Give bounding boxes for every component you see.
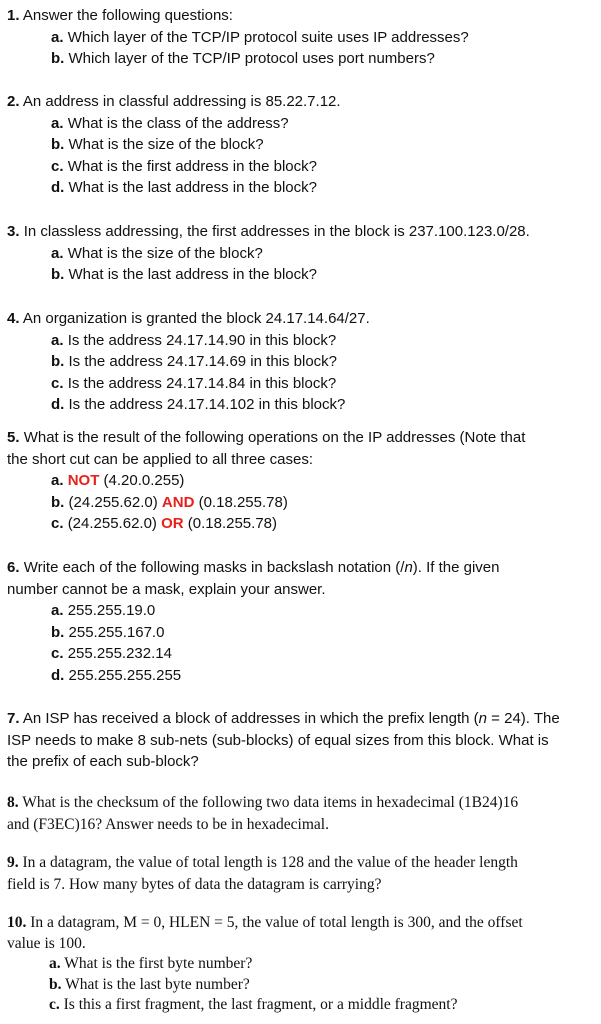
question-text: Answer the following questions: [22, 7, 233, 24]
question-number: 8. [7, 794, 19, 811]
question-3 [7, 221, 595, 286]
question-4 [7, 308, 595, 416]
operator-not: NOT [67, 472, 100, 489]
question-text-cont: number cannot be a mask, explain your answer. [7, 580, 326, 598]
sub-item: c. What is the first address in the block? [51, 157, 317, 175]
question-8: 8. What is the checksum of the following two data items in hexadecimal (1B24)16 and (F3EC)16? Answer needs to be in hexadecimal. [7, 792, 595, 835]
sub-item: a. What is the size of the block? [51, 244, 263, 262]
question-10: 10. In a datagram, M = 0, HLEN = 5, the value of total length is 300, and the offset value is 100. a. What is the first byte number? b. What is the last byte number? c. Is this a first fragment, the last fragment, or a middle fragment? [7, 913, 595, 1016]
question-6: 6. Write each of the following masks in backslash notation (/n). If the given number cannot be a mask, explain your answer. a. 255.255.19.0 b. 255.255.167.0 c. 255.255.232.14 d. 255.255.255.255 [7, 557, 595, 686]
sub-item: a. Is the address 24.17.14.90 in this block? [51, 331, 337, 349]
sub-item: a. What is the first byte number? [49, 955, 253, 972]
sub-item: d. Is the address 24.17.14.102 in this block? [51, 396, 346, 413]
question-text-cont: ISP needs to make 8 sub-nets (sub-blocks) of equal sizes from this block. What is [7, 731, 549, 749]
sub-item: b. What is the last byte number? [49, 975, 250, 993]
question-text-cont: the prefix of each sub-block? [7, 753, 199, 770]
question-text: An address in classful addressing is 85.22.7.12. [22, 93, 341, 110]
question-9: 9. In a datagram, the value of total length is 128 and the value of the header length field is 7. How many bytes of data the datagram is carrying? [7, 852, 595, 895]
operator-or: OR [161, 515, 184, 532]
sub-item: c. 255.255.232.14 [51, 645, 172, 662]
question-1 [7, 5, 595, 70]
question-number: 1. [7, 7, 20, 24]
operator-and: AND [161, 493, 195, 511]
question-text: What is the result of the following operations on the IP addresses (Note that [23, 429, 526, 446]
sub-item: c. (24.255.62.0) OR (0.18.255.78) [51, 515, 277, 532]
sub-item: b. Is the address 24.17.14.69 in this block? [51, 353, 338, 370]
question-7: 7. An ISP has received a block of addresses in which the prefix length (n = 24). The ISP needs to make 8 sub-nets (sub-blocks) of equal sizes from this block. What is the prefix of each sub-block? [7, 708, 595, 773]
sub-item: b. 255.255.167.0 [51, 623, 165, 641]
question-number: 9. [7, 854, 19, 871]
question-2 [7, 91, 595, 199]
question-text-cont: the short cut can be applied to all three cases: [7, 450, 314, 468]
question-number: 2. [7, 93, 20, 110]
question-number: 3. [7, 223, 20, 240]
question-5 [7, 427, 595, 535]
question-number: 5. [7, 429, 20, 446]
question-text: In classless addressing, the first addresses in the block is 237.100.123.0/28. [23, 223, 530, 240]
question-number: 6. [7, 559, 20, 576]
question-number: 10. [7, 914, 27, 931]
question-text-cont: value is 100. [7, 934, 86, 952]
sub-item: d. What is the last address in the block? [51, 179, 317, 196]
sub-item: c. Is the address 24.17.14.84 in this block? [51, 374, 337, 392]
question-number: 4. [7, 310, 20, 327]
sub-item: b. What is the last address in the block? [51, 266, 317, 283]
question-text-cont: field is 7. How many bytes of data the datagram is carrying? [7, 875, 382, 893]
sub-item: a. NOT (4.20.0.255) [51, 472, 185, 489]
question-number: 7. [7, 710, 20, 727]
sub-item: c. Is this a first fragment, the last fragment, or a middle fragment? [49, 996, 458, 1013]
question-text: An organization is granted the block 24.17.14.64/27. [22, 310, 370, 327]
question-text-cont: and (F3EC)16? Answer needs to be in hexadecimal. [7, 815, 329, 833]
sub-item: b. Which layer of the TCP/IP protocol uses port numbers? [51, 50, 435, 67]
sub-item: b. (24.255.62.0) AND (0.18.255.78) [51, 493, 288, 511]
sub-item: d. 255.255.255.255 [51, 666, 182, 684]
sub-item: a. Which layer of the TCP/IP protocol suite uses IP addresses? [51, 28, 469, 46]
sub-item: a. 255.255.19.0 [51, 602, 156, 619]
sub-item: b. What is the size of the block? [51, 136, 264, 153]
sub-item: a. What is the class of the address? [51, 114, 289, 132]
